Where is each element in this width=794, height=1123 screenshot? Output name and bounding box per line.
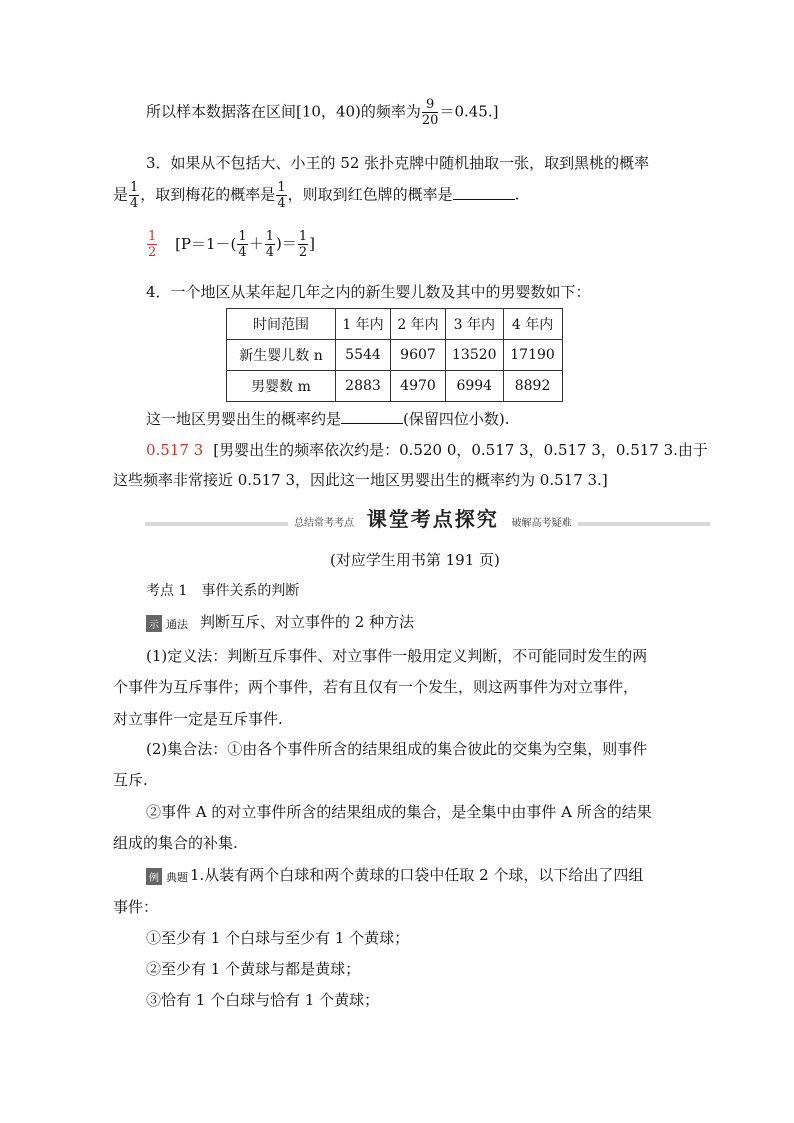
question-3-answer	[146, 230, 315, 259]
fraction-denominator: 4	[265, 245, 274, 260]
formula-text: ＋	[248, 234, 264, 253]
banner-left-text: 总结常考考点	[294, 518, 354, 529]
answer-blank	[453, 185, 515, 200]
topic-title: 考点 1 事件关系的判断	[146, 583, 300, 599]
solution-text-end: ＝0.45.]	[439, 102, 499, 121]
question-4-intro: 4．一个地区从某年起几年之内的新生婴儿数及其中的男婴数如下：	[146, 283, 591, 301]
q3-text: 是	[113, 185, 129, 204]
table-cell: 5544	[336, 340, 391, 371]
table-row	[227, 340, 563, 371]
option-1: ①至少有 1 个白球与至少有 1 个黄球；	[146, 929, 410, 947]
question-4-prompt	[146, 408, 510, 429]
table-cell: 13520	[446, 340, 504, 371]
fraction-numerator: 9	[422, 98, 439, 113]
banner-right-text: 破解高考疑难	[511, 518, 572, 529]
example-text: 1.从装有两个白球和两个黄球的口袋中任取 2 个球，以下给出了四组	[190, 866, 644, 884]
set-method-line: (2)集合法：①由各个事件所含的结果组成的集合彼此的交集为空集，则事件	[146, 740, 648, 758]
fraction-denominator: 4	[238, 245, 247, 260]
fraction-numerator: 1	[277, 180, 286, 195]
q4-text: 这一地区男婴出生的概率约是	[146, 410, 342, 428]
method-tag	[146, 614, 200, 633]
example-line: 事件：	[113, 898, 159, 916]
definition-line: 对立事件一定是互斥事件.	[113, 710, 283, 728]
table-cell: 时间范围	[227, 309, 336, 340]
table-header-row	[227, 309, 563, 340]
question-3-line-1: 3．如果从不包括大、小王的 52 张扑克牌中随机抽取一张，取到黑桃的概率	[146, 154, 650, 172]
example-tag-label: 典题	[166, 870, 188, 884]
fraction	[298, 230, 308, 259]
q3-text: ，取到梅花的概率是	[140, 185, 276, 204]
fraction-numerator: 1	[148, 229, 157, 244]
formula-text: )＝	[275, 234, 297, 253]
fraction	[265, 230, 275, 259]
table-cell: 1 年内	[336, 309, 391, 340]
fraction-denominator: 2	[148, 245, 157, 260]
table-row	[227, 371, 563, 402]
example-tag-icon: 例	[146, 868, 162, 885]
answer-value: 0.517 3	[146, 441, 204, 459]
fraction-denominator: 20	[421, 113, 439, 128]
fraction-numerator: 1	[265, 229, 274, 244]
fraction	[129, 181, 139, 210]
q3-text: ，则取到红色牌的概率是	[287, 185, 453, 204]
method-title: 判断互斥、对立事件的 2 种方法	[200, 613, 415, 631]
table-cell: 17190	[503, 340, 562, 371]
solution-text: 所以样本数据落在区间[10，40)的频率为	[146, 102, 421, 121]
set-method-line: ②事件 A 的对立事件所含的结果组成的集合，是全集中由事件 A 所含的结果	[146, 803, 652, 821]
table-cell: 新生婴儿数 n	[227, 340, 336, 371]
option-3: ③恰有 1 个白球与恰有 1 个黄球；	[146, 991, 380, 1009]
fraction-numerator: 1	[238, 229, 247, 244]
fraction-numerator: 1	[298, 229, 308, 244]
set-method-line: 组成的集合的补集.	[113, 834, 238, 852]
method-tag-icon: 示	[146, 615, 162, 632]
table-cell: 3 年内	[446, 309, 504, 340]
answer-explanation: [男婴出生的频率依次约是：0.520 0，0.517 3，0.517 3，0.517 3.由于	[213, 441, 708, 459]
formula-text: ]	[309, 234, 315, 253]
set-method-line: 互斥.	[113, 771, 148, 789]
q3-text: .	[514, 185, 520, 204]
question-4-answer-line-1	[146, 439, 708, 460]
fraction	[422, 98, 439, 127]
definition-line: 个事件为互斥事件；两个事件，若有且仅有一个发生，则这两事件为对立事件，	[113, 678, 639, 696]
fraction	[237, 230, 247, 259]
answer-fraction	[147, 230, 157, 259]
table-cell: 4 年内	[503, 309, 562, 340]
table-cell: 4970	[391, 371, 446, 402]
question-3-line-2	[113, 181, 519, 210]
formula-text: [P＝1－(	[175, 234, 237, 253]
fraction	[276, 181, 286, 210]
example-heading	[146, 864, 643, 885]
definition-line: (1)定义法：判断互斥事件、对立事件一般用定义判断，不可能同时发生的两	[146, 647, 648, 665]
births-table	[226, 308, 563, 402]
banner-title: 课堂考点探究	[366, 507, 499, 531]
answer-blank	[341, 409, 403, 424]
method-heading	[146, 611, 414, 632]
table-cell: 9607	[391, 340, 446, 371]
solution-tail-line	[146, 98, 498, 127]
page-reference: (对应学生用书第 191 页)	[330, 551, 500, 569]
example-tag	[146, 867, 190, 886]
fraction-denominator: 4	[130, 196, 139, 211]
method-tag-label: 通法	[166, 617, 188, 631]
table-cell: 6994	[446, 371, 504, 402]
fraction-denominator: 2	[298, 245, 308, 260]
fraction-numerator: 1	[130, 180, 139, 195]
table-cell: 男婴数 m	[227, 371, 336, 402]
fraction-denominator: 4	[277, 196, 286, 211]
table-cell: 2 年内	[391, 309, 446, 340]
q4-text: (保留四位小数).	[403, 410, 510, 428]
option-2: ②至少有 1 个黄球与都是黄球；	[146, 960, 361, 978]
question-4-answer-line-2: 这些频率非常接近 0.517 3，因此这一地区男婴出生的概率约为 0.517 3.]	[113, 471, 608, 489]
section-banner	[288, 503, 578, 532]
table-cell: 2883	[336, 371, 391, 402]
table-cell: 8892	[503, 371, 562, 402]
